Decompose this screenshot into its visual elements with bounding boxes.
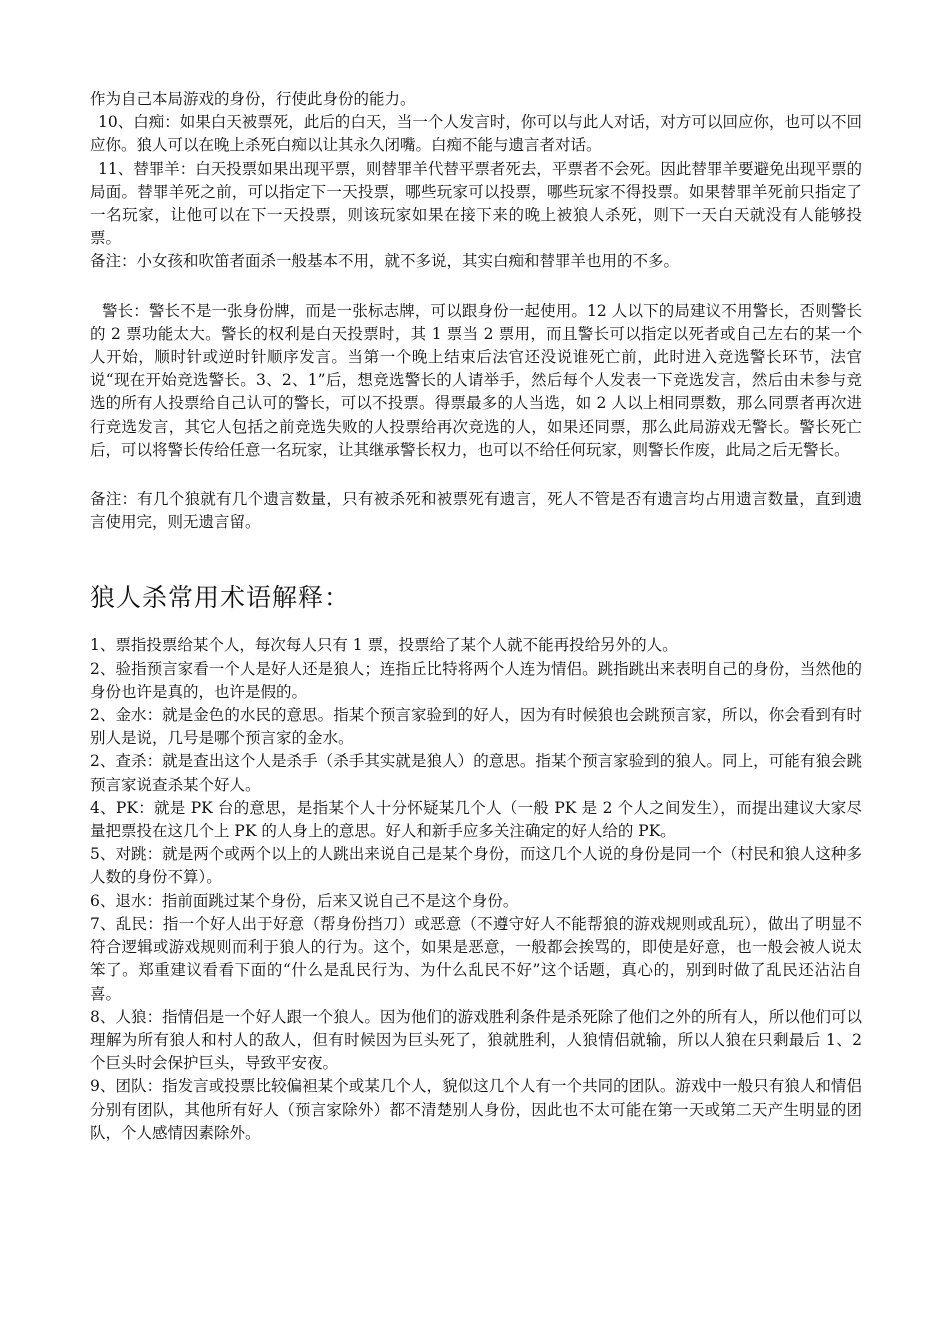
term-item: 2、金水：就是金色的水民的意思。指某个预言家验到的好人，因为有时候狼也会跳预言家，所以，你会看到有时别人是说，几号是哪个预言家的金水。 — [90, 706, 862, 748]
term-item: 9、团队：指发言或投票比较偏袒某个或某几个人，貌似这几个人有一个共同的团队。游戏中一般只有狼人和情侣分别有团队，其他所有好人（预言家除外）都不清楚别人身份，因此也不太可能在第一天或第二天产生明显的团队，个人感情因素除外。 — [90, 1077, 862, 1142]
paragraph-sheriff: 警长：警长不是一张身份牌，而是一张标志牌，可以跟身份一起使用。12 人以下的局建议不用警长，否则警长的 2 票功能太大。警长的权利是白天投票时，其 1 票当 2 票用，而且警长可以指定以死者或自己左右的某一个人开始，顺时针或逆时针顺序发言。当第一个晚上结束后法官还没说谁死亡前，此时进入竞选警长环节，法官说“现在开始竞选警长。3、2、1”后，想竞选警长的人请举手，然后每个人发表一下竞选发言，然后由未参与竞选的所有人投票给自己认可的警长，可以不投票。得票最多的人当选，如 2 人以上相同票数，那么同票者再次进行竞选发言，其它人包括之前竞选失败的人投票给再次竞选的人，如果还同票，那么此局游戏无警长。警长死亡后，可以将警长传给任意一名玩家，让其继承警长权力，也可以不给任何玩家，则警长作废，此局之后无警长。 — [90, 301, 862, 459]
paragraph-continuation: 作为自己本局游戏的身份，行使此身份的能力。 — [90, 90, 416, 108]
paragraph-idiot-role: 10、白痴：如果白天被票死，此后的白天，当一个人发言时，你可以与此人对话，对方可以回应你，也可以不回应你。狼人可以在晚上杀死白痴以让其永久闭嘴。白痴不能与遗言者对话。 — [90, 113, 862, 155]
term-item: 7、乱民：指一个好人出于好意（帮身份挡刀）或恶意（不遵守好人不能帮狼的游戏规则或乱玩），做出了明显不符合逻辑或游戏规则而利于狼人的行为。这个，如果是恶意，一般都会挨骂的，即使是好意，也一般会被人说太笨了。郑重建议看看下面的“什么是乱民行为、为什么乱民不好”这个话题，真心的，别到时做了乱民还沾沾自喜。 — [90, 914, 862, 1003]
term-item: 4、PK：就是 PK 台的意思，是指某个人十分怀疑某几个人（一般 PK 是 2 个人之间发生），而提出建议大家尽量把票投在这几个上 PK 的人身上的意思。好人和新手应多关注确定的好人给的 PK。 — [90, 798, 862, 841]
term-item: 2、验指预言家看一个人是好人还是狼人；连指丘比特将两个人连为情侣。跳指跳出来表明自己的身份，当然他的身份也许是真的，也许是假的。 — [90, 659, 862, 701]
term-item: 5、对跳：就是两个或两个以上的人跳出来说自己是某个身份，而这几个人说的身份是同一个（村民和狼人这种多人数的身份不算）。 — [90, 845, 862, 887]
term-item: 8、人狼：指情侣是一个好人跟一个狼人。因为他们的游戏胜利条件是杀死除了他们之外的所有人，所以他们可以理解为所有狼人和村人的敌人，但有时候因为巨头死了，狼就胜利，人狼情侣就输，所以人狼在只剩最后 1、2 个巨头时会保护巨头，导致平安夜。 — [90, 1007, 862, 1073]
note-paragraph: 备注：小女孩和吹笛者面杀一般基本不用，就不多说，其实白痴和替罪羊也用的不多。 — [90, 252, 680, 271]
term-item: 6、退水：指前面跳过某个身份，后来又说自己不是这个身份。 — [90, 891, 519, 910]
section-heading: 狼人杀常用术语解释： — [90, 583, 351, 613]
note-paragraph-last-words: 备注：有几个狼就有几个遗言数量，只有被杀死和被票死有遗言，死人不管是否有遗言均占用遗言数量，直到遗言使用完，则无遗言留。 — [90, 490, 862, 532]
term-item: 1、票指投票给某个人，每次每人只有 1 票，投票给了某个人就不能再投给另外的人。 — [90, 636, 678, 655]
term-item: 2、查杀：就是查出这个人是杀手（杀手其实就是狼人）的意思。指某个预言家验到的狼人。同上，可能有狼会跳预言家说查杀某个好人。 — [90, 752, 862, 794]
paragraph-scapegoat-role: 11、替罪羊：白天投票如果出现平票，则替罪羊代替平票者死去，平票者不会死。因此替罪羊要避免出现平票的局面。替罪羊死之前，可以指定下一天投票，哪些玩家可以投票，哪些玩家不得投票。如果替罪羊死前只指定了一名玩家，让他可以在下一天投票，则该玩家如果在接下来的晚上被狼人杀死，则下一天白天就没有人能够投票。 — [90, 159, 862, 248]
